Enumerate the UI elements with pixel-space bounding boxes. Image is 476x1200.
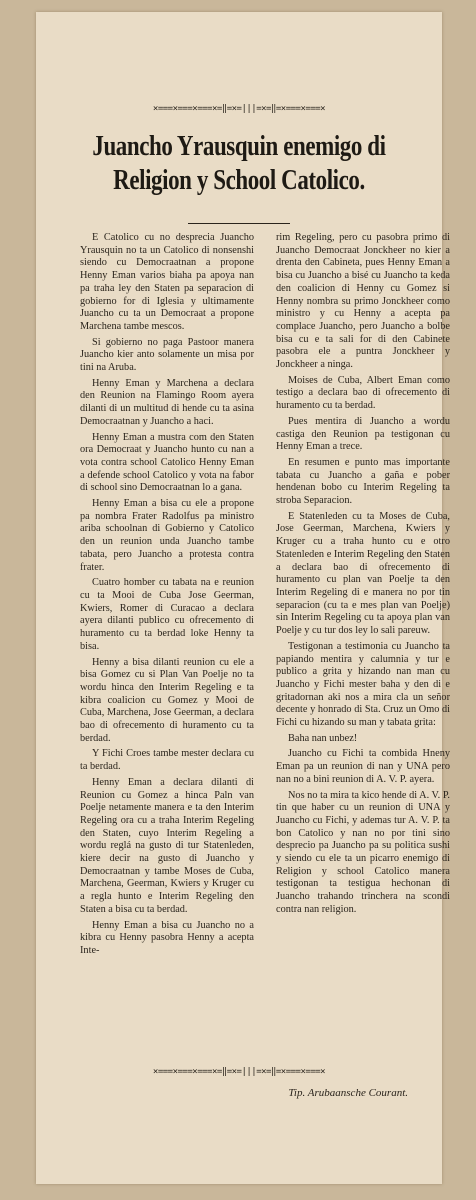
- paragraph: Henny Eman a bisa cu Juancho no a kibra cu Henny pasobra Henny a acepta Inte-: [80, 919, 254, 956]
- paragraph: En resumen e punto mas importante tabata cu Juancho a gaña e pober hendenan bobo cu Interim Regeling ta stroba Separacion.: [276, 456, 450, 507]
- paragraph: E Statenleden cu ta Moses de Cuba, Jose Geerman, Marchena, Kwiers y Kruger cu a traha hunto cu e otro Statenleden e Interim Regeling den Staten a declara bao di ofrecemento di huramento cu plan van Poelje ta den Interim Regeling di e manera no por tin separacion (cu ta e mes plan van Poelje) sin Interim Regeling cu ta apoya plan van Poelje y cu tur dos ley lo sali pareuw.: [276, 510, 450, 637]
- left-column: [80, 232, 254, 961]
- paragraph: Nos no ta mira ta kico hende di A. V. P. tin que haber cu un reunion di UNA y Juancho cu Fichi, y ademas tur A. V. P. ta bon Catolico y nan no por tini sino desprecio pa Juancho pa su politica sushi y siendo cu ele ta un picarro enemigo di Religion y school Catolico manera testigonan ta testigua hechonan di Juancho trahando trinchera na scondi contra nan religion.: [276, 789, 450, 915]
- paragraph: E Catolico cu no desprecia Juancho Yrausquin no ta un Catolico di nonsenshi siendo cu Democraatnan a propone Henny Eman varios biaha pa apoya nan pa traha ley den Staten pa separacion di gobierno for di Iglesia y ultimamente Juancho cu ta un Democraat a propone Marchena tambe mescos.: [80, 232, 254, 332]
- paragraph: Si gobierno no paga Pastoor manera Juancho kier anto solamente un misa por tini na Aruba.: [80, 336, 254, 374]
- paragraph: Cuatro homber cu tabata na e reunion cu ta Mooi de Cuba Jose Geerman, Kwiers, Romer di Curacao a declara ayera dilanti publico cu ofrecemento di huramento cu ta berdad loke Henny ta bisa.: [80, 577, 254, 652]
- bottom-ornament-rule: ×===×===×===×=‖=×=|||=×=‖=×===×===×: [152, 1067, 326, 1077]
- paragraph: Henny a bisa dilanti reunion cu ele a bisa Gomez cu si Plan Van Poelje no ta wordu hinca den Interim Regeling e ta kibra coalicion cu Gomez y Mooi de Cuba, Marchena, Jose Geerman, a declara bao di ofrecemento di huramento cu ta berdad.: [80, 656, 254, 744]
- paragraph: Henny Eman a declara dilanti di Reunion cu Gomez a hinca Paln van Poelje netamente manera e ta den Interim Regeling ora cu a traha Interim Regeling den Staten, cuyo Interim Regeling a wordu reglá na gusto di tur Statenleden, kiere decir na gusto di Juancho y Democraatnan y tambe Moses de Cuba, Marchena, Geerman, Kwiers y Kruger cu a regla hunto e Interim Regeling den Staten a bisa cu ta berdad.: [80, 776, 254, 915]
- paragraph: Henny Eman y Marchena a declara den Reunion na Flamingo Room ayera dilanti di un multitud di hende cu ta asina Democraatnan y Juancho a haci.: [80, 377, 254, 427]
- paragraph: Juancho cu Fichi ta combida Hneny Eman pa un reunion di nan y UNA pero nan no a bini reunion di A. V. P. ayera.: [276, 748, 450, 785]
- paragraph: Y Fichi Croes tambe mester declara cu ta berdad.: [80, 748, 254, 773]
- printer-credit: Tip. Arubaansche Courant.: [288, 1087, 408, 1099]
- newspaper-sheet: [36, 12, 450, 1184]
- paragraph: Moises de Cuba, Albert Eman como testigo a declara bao di ofrecemento di huramento cu ta berdad.: [276, 374, 450, 412]
- paragraph: Henny Eman a mustra com den Staten ora Democraat y Juancho hunto cu nan a vota contra school Catolico Henny Eman a defende school Catolico y vota na fabor di school sino Democraatnan lo a gana.: [80, 431, 254, 494]
- paragraph: Henny Eman a bisa cu ele a propone pa nombra Frater Radolfus pa ministro ariba schoolnan di Gobierno y Catolico den un reunion unda Juancho tambe tabata, pero Juancho a protesta contra frater.: [80, 498, 254, 573]
- top-ornament-rule: ×===×===×===×=‖=×=|||=×=‖=×===×===×: [152, 104, 326, 114]
- paragraph: Pues mentira di Juancho a wordu castiga den Reunion pa testigonan cu Henny Eman a trece.: [276, 415, 450, 453]
- headline-divider: [188, 223, 290, 224]
- paragraph: Testigonan a testimonia cu Juancho ta papiando mentira y calumnia y tur e publico a grita y hizando nan man cu Juancho y Fichi mester baha y den di e gritadornan aki nos a mira cla un señor decente y honrado di Sta. Cruz un Omo di Fichi cu hizando su man y tabata grita:: [276, 640, 450, 729]
- paragraph: Baha nan unbez!: [288, 732, 358, 744]
- right-column: [276, 232, 450, 920]
- headline: Juancho Yrausquin enemigo di Religion y School Catolico.: [92, 131, 386, 196]
- paragraph: rim Regeling, pero cu pasobra primo di Juancho Democraat Jonckheer no kier a drenta den Cabineta, pues Henny Eman a bisa cu Juancho a bisé cu Juancho ta keda den coalicion di Henny cu Gomez si Henny nombra su primo Jonckheer como ministro y cu Henny a acepta pa complace Juancho, pero Juancho a bolbe bisa cu e ta sali for di den Cabinete pasobra ele a puntra Jonckheer y Jonckheer a ninga.: [276, 232, 450, 371]
